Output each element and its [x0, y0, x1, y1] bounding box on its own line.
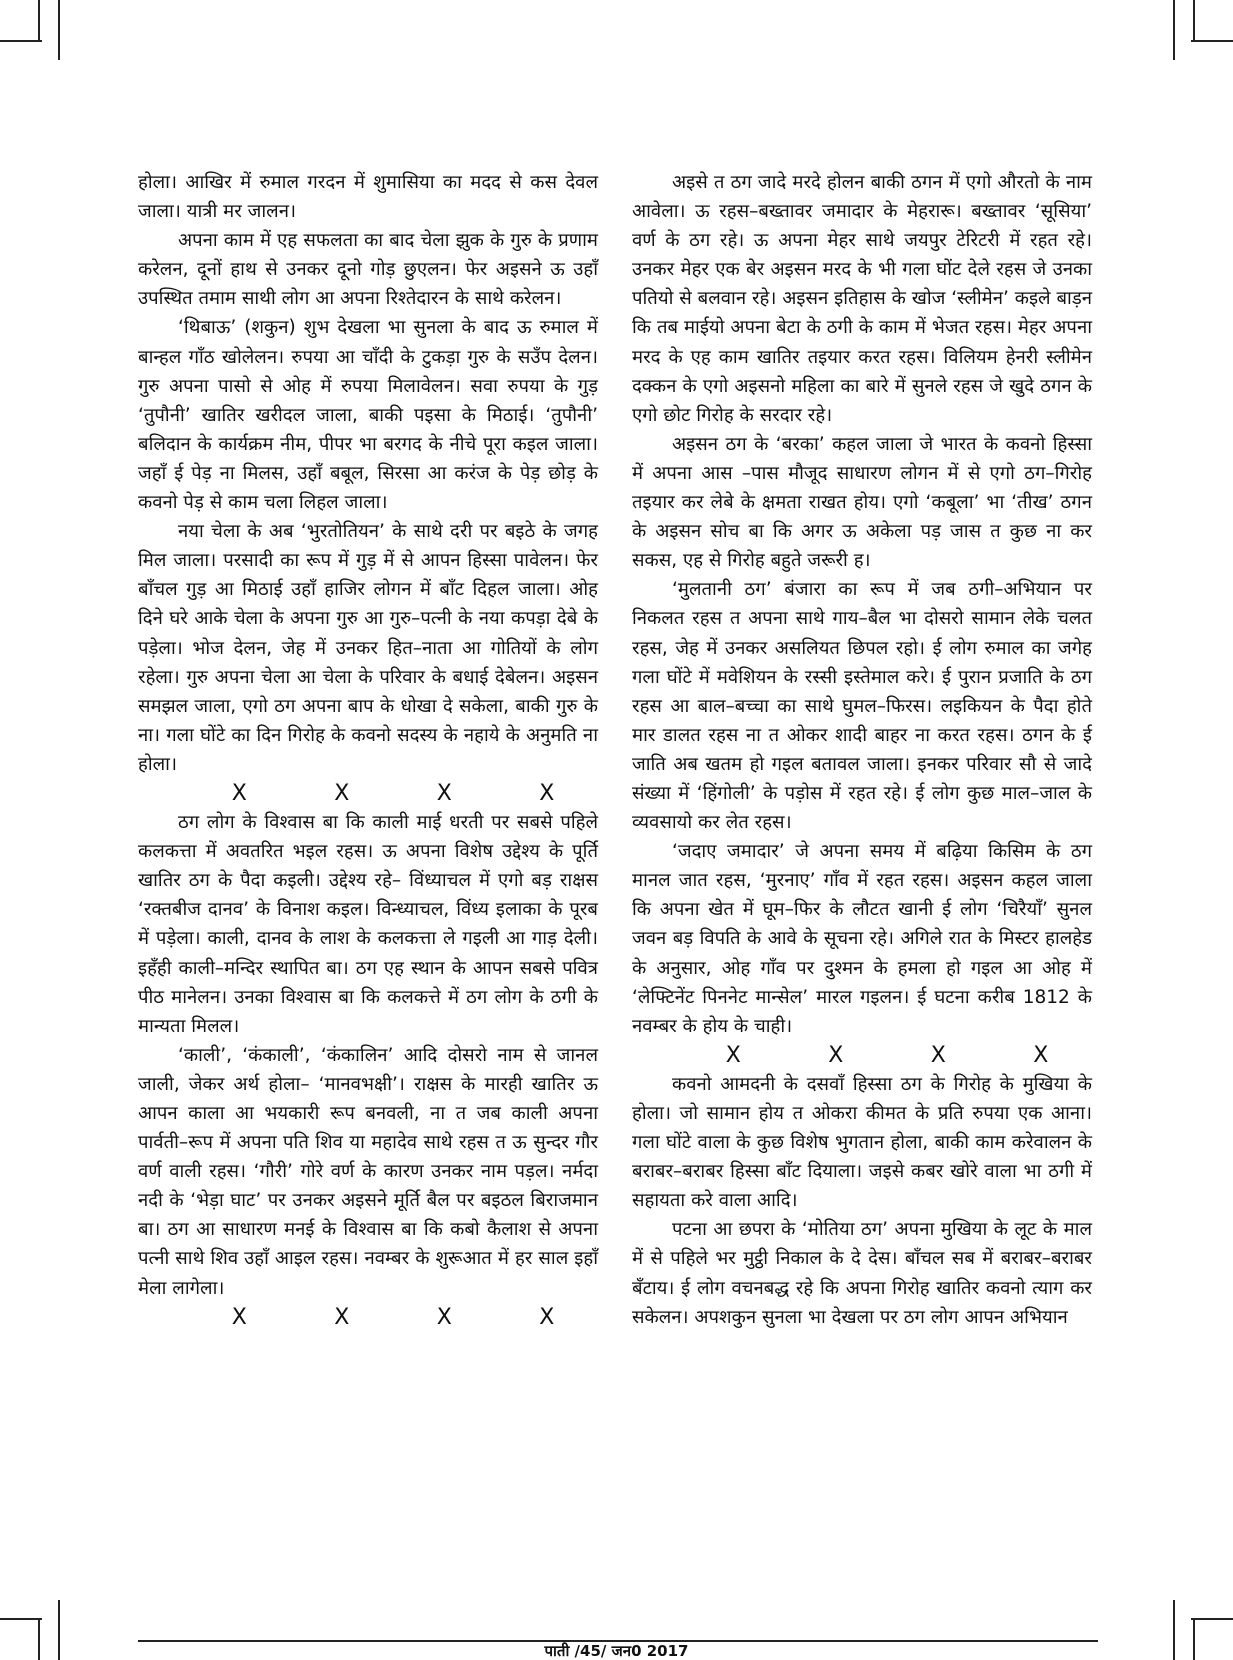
section-separator	[632, 1041, 1092, 1070]
separator-mark: X	[539, 780, 555, 806]
paragraph: ‘काली’, ‘कंकाली’, ‘कंकालिन’ आदि दोसरो नाम से जानल जाली, जेकर अर्थ होला– ‘मानवभक्षी’। राक्षस के मारही खातिर ऊ आपन काला आ भयकारी रूप बनवली, ना त जब काली अपना पार्वती–रूप में अपना पति शिव या महादेव साथे रहस त ऊ सुन्दर गौर वर्ण वाली रहस। ‘गौरी’ गोरे वर्ण के कारण उनकर नाम पड़ल। नर्मदा नदी के ‘भेड़ा घाट’ पर उनकर अइसने मूर्ति बैल पर बइठल बिराजमान बा। ठग आ साधारण मनई के विश्वास बा कि कबो कैलाश से अपना पत्नी साथे शिव उहाँ आइल रहस। नवम्बर के शुरूआत में हर साल इहाँ मेला लागेला।	[138, 1044, 598, 1299]
section-separator	[138, 1303, 598, 1332]
separator-mark: X	[231, 1304, 247, 1330]
separator-mark: X	[334, 1304, 350, 1330]
page-footer: पाती /45/ जन0 2017	[544, 1642, 689, 1660]
paragraph: ठग लोग के विश्वास बा कि काली माई धरती पर सबसे पहिले कलकत्ता में अवतरित भइल रहस। ऊ अपना विशेष उद्देश्य के पूर्ति खातिर ठग के पैदा कइली। उद्देश्य रहे– विंध्याचल में एगो बड़ राक्षस ‘रक्तबीज दानव’ के विनाश कइल। विन्ध्याचल, विंध्य इलाका के पूरब में पड़ेला। काली, दानव के लाश के कलकत्ता ले गइली आ गाड़ देली। इहँही काली–मन्दिर स्थापित बा। ठग एह स्थान के आपन सबसे पवित्र पीठ मानेलन। उनका विश्वास बा कि कलकत्ते में ठग लोग के ठगी के मान्यता मिलल।	[138, 812, 598, 1037]
paragraph: होला। आखिर में रुमाल गरदन में शुमासिया का मदद से कस देवल जाला। यात्री मर जालन।	[138, 172, 598, 223]
paragraph: अइसे त ठग जादे मरदे होलन बाकी ठगन में एगो औरतो के नाम आवेला। ऊ रहस–बख्तावर जमादार के मेहरारू। बख्तावर ‘सूसिया’ वर्ण के ठग रहे। ऊ अपना मेहर साथे जयपुर टेरिटरी में रहत रहे। उनकर मेहर एक बेर अइसन मरद के भी गला घोंट देले रहस जे उनका पतियो से बलवान रहे। अइसन इतिहास के खोज ‘स्लीमेन’ कइले बाड़न कि तब माईयो अपना बेटा के ठगी के काम में भेजत रहस। मेहर अपना मरद के एह काम खातिर तइयार करत रहस। विलियम हेनरी स्लीमेन दक्कन के एगो अइसनो महिला का बारे में सुनले रहस जे खुदे ठगन के एगो छोट गिरोह के सरदार रहे।	[632, 172, 1092, 426]
separator-mark: X	[1033, 1042, 1049, 1068]
separator-mark: X	[725, 1042, 741, 1068]
separator-mark: X	[231, 780, 247, 806]
paragraph: अइसन ठग के ‘बरका’ कहल जाला जे भारत के कवनो हिस्सा में अपना आस –पास मौजूद साधारण लोगन में से एगो ठग–गिरोह तइयार कर लेबे के क्षमता राखत होय। एगो ‘कबूला’ भा ‘तीख’ ठगन के अइसन सोच बा कि अगर ऊ अकेला पड़ जास त कुछ ना कर सकस, एह से गिरोह बहुते जरूरी ह।	[632, 433, 1092, 572]
section-separator	[138, 779, 598, 808]
crop-mark	[1191, 1618, 1233, 1620]
paragraph: पटना आ छपरा के ‘मोतिया ठग’ अपना मुखिया के लूट के माल में से पहिले भर मुट्ठी निकाल के दे देस। बाँचल सब में बराबर–बराबर बँटाय। ई लोग वचनबद्ध रहे कि अपना गिरोह खातिर कवनो त्याग कर सकेलन। अपशकुन सुनला भा देखला पर ठग लोग आपन अभियान	[632, 1219, 1092, 1328]
crop-mark	[0, 40, 42, 42]
right-column	[632, 168, 1092, 1332]
separator-mark: X	[334, 780, 350, 806]
crop-mark	[1191, 40, 1233, 42]
separator-mark: X	[539, 1304, 555, 1330]
paragraph: कवनो आमदनी के दसवाँ हिस्सा ठग के गिरोह के मुखिया के होला। जो सामान होय त ओकरा कीमत के प्रति रुपया एक आना। गला घोंटे वाला के कुछ विशेष भुगतान होला, बाकी काम करेवालन के बराबर–बराबर हिस्सा बाँट दियाला। जइसे कबर खोरे वाला भा ठगी में सहायता करे वाला आदि।	[632, 1073, 1092, 1212]
crop-mark	[38, 0, 40, 42]
separator-mark: X	[930, 1042, 946, 1068]
paragraph: ‘थिबाऊ’ (शकुन) शुभ देखला भा सुनला के बाद ऊ रुमाल में बान्हल गाँठ खोलेलन। रुपया आ चाँदी के टुकड़ा गुरु के सउँप देलन। गुरु अपना पासो से ओह में रुपया मिलावेलन। सवा रुपया के गुड़ ‘तुपौनी’ खातिर खरीदल जाला, बाकी पइसा के मिठाई। ‘तुपौनी’ बलिदान के कार्यक्रम नीम, पीपर भा बरगद के नीचे पूरा कइल जाला। जहाँ ई पेड़ ना मिलस, उहाँ बबूल, सिरसा आ करंज के पेड़ छोड़ के कवनो पेड़ से काम चला लिहल जाला।	[138, 317, 598, 514]
separator-mark: X	[436, 1304, 452, 1330]
crop-mark	[1193, 0, 1195, 42]
crop-mark	[58, 0, 60, 60]
paragraph: नया चेला के अब ‘भुरतोतियन’ के साथे दरी पर बइठे के जगह मिल जाला। परसादी का रूप में गुड़ में से आपन हिस्सा पावेलन। फेर बाँचल गुड़ आ मिठाई उहाँ हाजिर लोगन में बाँट दिहल जाला। ओह दिने घरे आके चेला के अपना गुरु आ गुरु–पत्नी के नया कपड़ा देबे के पड़ेला। भोज देलन, जेह में उनकर हित–नाता आ गोतियों के लोग रहेला। गुरु अपना चेला आ चेला के परिवार के बधाई देबेलन। अइसन समझल जाला, एगो ठग अपना बाप के धोखा दे सकेला, बाकी गुरु के ना। गला घोंटे का दिन गिरोह के कवनो सदस्य के नहाये के अनुमति ना होला।	[138, 521, 598, 775]
crop-mark	[0, 1618, 42, 1620]
separator-mark: X	[828, 1042, 844, 1068]
left-column	[138, 168, 598, 1332]
crop-mark	[1173, 0, 1175, 60]
paragraph: ‘मुलतानी ठग’ बंजारा का रूप में जब ठगी–अभियान पर निकलत रहस त अपना साथे गाय–बैल भा दोसरो सामान लेके चलत रहस, जेह में उनकर असलियत छिपल रहो। ई लोग रुमाल का जगेह गला घोंटे में मवेशियन के रस्सी इस्तेमाल करे। ई पुरान प्रजाति के ठग रहस आ बाल–बच्चा का साथे घुमल–फिरस। लइकियन के पैदा होते मार डालत रहस ना त ओकर शादी बाहर ना करत रहस। ठगन के ई जाति अब खतम हो गइल बतावल जाला। इनकर परिवार सौ से जादे संख्या में ‘हिंगोली’ के पड़ोस में रहत रहे। ई लोग कुछ माल–जाल के व्यवसायो कर लेत रहस।	[632, 579, 1092, 834]
separator-mark: X	[436, 780, 452, 806]
paragraph: अपना काम में एह सफलता का बाद चेला झुक के गुरु के प्रणाम करेलन, दूनों हाथ से उनकर दूनो गोड़ छुएलन। फेर अइसने ऊ उहाँ उपस्थित तमाम साथी लोग आ अपना रिश्तेदारन के साथे करेलन।	[138, 230, 598, 310]
paragraph: ‘जदाए जमादार’ जे अपना समय में बढ़िया किसिम के ठग मानल जात रहस, ‘मुरनाए’ गाँव में रहत रहस। अइसन कहल जाला कि अपना खेत में घूम–फिर के लौटत खानी ई लोग ‘चिरैयाँ’ सुनल जवन बड़ विपति के आवे के सूचना रहे। अगिले रात के मिस्टर हालहेड के अनुसार, ओह गाँव पर दुश्मन के हमला हो गइल आ ओह में ‘लेफ्टिनेंट पिननेट मान्सेल’ मारल गइलन। ई घटना करीब 1812 के नवम्बर के होय के चाही।	[632, 841, 1092, 1037]
